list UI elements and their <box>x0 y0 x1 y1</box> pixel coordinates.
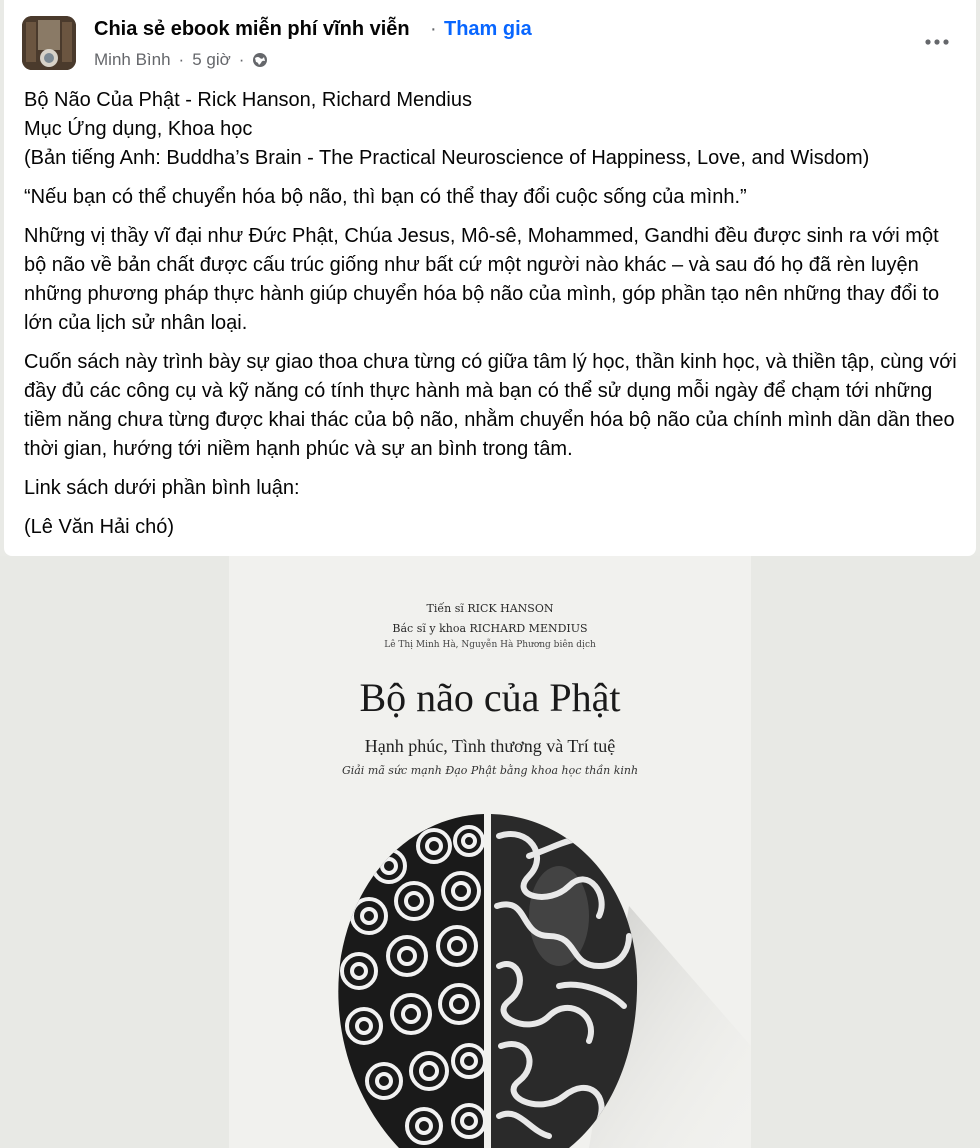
post-quote: “Nếu bạn có thể chuyển hóa bộ não, thì bạn có thể thay đổi cuộc sống của mình.” <box>24 186 747 208</box>
post-title-line: Bộ Não Của Phật - Rick Hanson, Richard Mendius <box>24 89 472 111</box>
post-link-note: Link sách dưới phần bình luận: <box>24 477 300 499</box>
author-name[interactable]: Minh Bình <box>94 50 171 69</box>
cover-subtitle: Hạnh phúc, Tình thương và Trí tuệ <box>364 736 616 756</box>
post-paragraph: Những vị thầy vĩ đại như Đức Phật, Chúa Jesus, Mô-sê, Mohammed, Gandhi đều được sinh ra với một bộ não về bản chất được cấu trúc giống như bất cứ một người nào khác – và sau đó họ đã rèn luyện những phương pháp thực hành giúp chuyển hóa bộ não của mình, góp phần tạo nên những thay đổi to lớn của lịch sử nhân loại. <box>24 225 940 334</box>
book-cover[interactable] <box>229 556 751 1148</box>
group-name-link[interactable]: Chia sẻ ebook miễn phí vĩnh viễn <box>94 18 410 40</box>
meta-separator-2: · <box>238 50 245 69</box>
post-image[interactable] <box>0 556 980 1148</box>
post-category-line: Mục Ứng dụng, Khoa học <box>24 118 253 140</box>
meta-separator: · <box>178 50 185 69</box>
group-avatar[interactable] <box>22 16 76 70</box>
cover-tagline: Giải mã sức mạnh Đạo Phật bằng khoa học thần kinh <box>341 764 639 777</box>
cover-title: Bộ não của Phật <box>359 675 621 720</box>
post-card <box>4 0 976 556</box>
post-paragraph: Cuốn sách này trình bày sự giao thoa chưa từng có giữa tâm lý học, thần kinh học, và thiền tập, cùng với đầy đủ các công cụ và kỹ năng có tính thực hành mà bạn có thể sử dụng mỗi ngày để chạm tới những tiềm năng chưa từng được khai thác của bộ não, nhằm chuyển hóa bộ não của chính mình dần dần theo thời gian, hướng tới niềm hạnh phúc và sự an bình trong tâm. <box>24 351 957 460</box>
more-options-icon[interactable] <box>922 30 952 54</box>
post-body <box>24 86 964 552</box>
brain-illustration <box>229 786 751 1148</box>
join-group-button[interactable]: Tham gia <box>444 18 532 40</box>
post-meta <box>94 50 268 70</box>
post-time[interactable]: 5 giờ <box>192 50 231 69</box>
post-title-block <box>24 86 964 173</box>
cover-author-1: Tiến sĩ RICK HANSON <box>426 602 554 615</box>
title-separator: · <box>430 18 437 40</box>
globe-icon[interactable] <box>252 52 268 68</box>
post-english-title-line: (Bản tiếng Anh: Buddha’s Brain - The Practical Neuroscience of Happiness, Love, and Wisdom) <box>24 147 870 169</box>
cover-translators: Lê Thị Minh Hà, Nguyễn Hà Phương biên dịch <box>384 640 596 650</box>
post-credit: (Lê Văn Hải chó) <box>24 516 175 538</box>
cover-author-2: Bác sĩ y khoa RICHARD MENDIUS <box>392 622 588 635</box>
